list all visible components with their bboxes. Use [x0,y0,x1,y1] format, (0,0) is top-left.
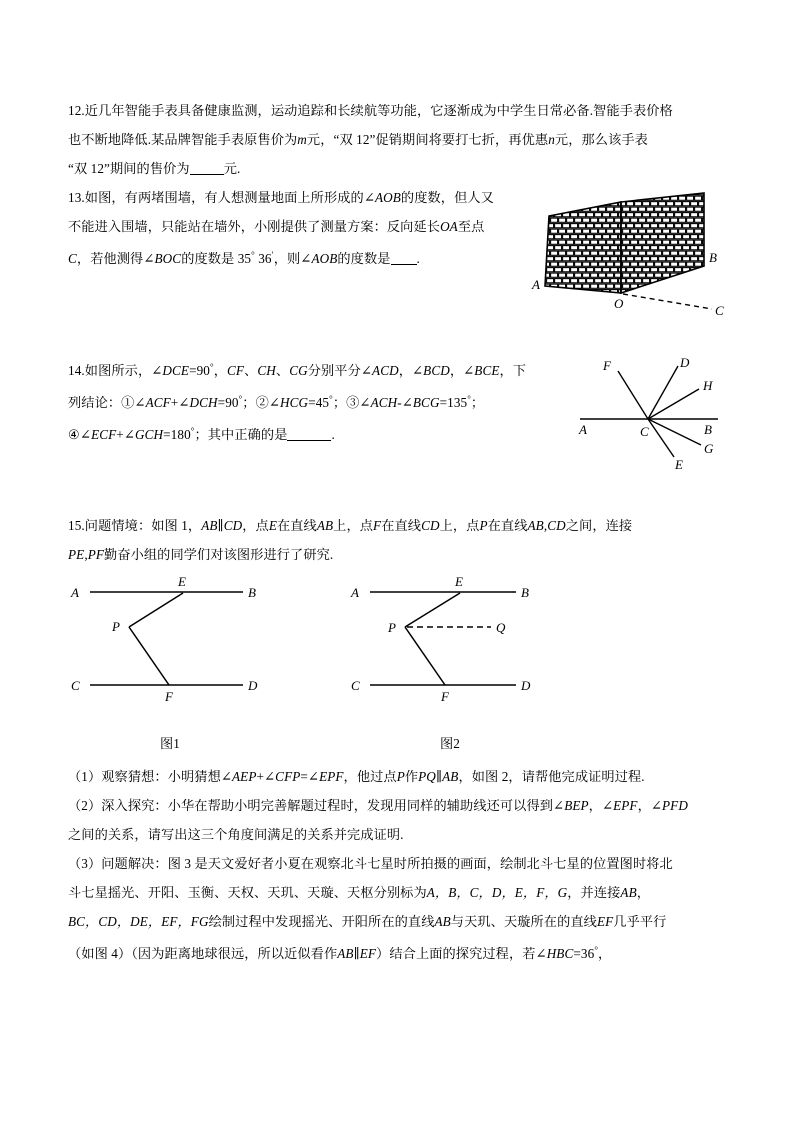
ray-ch [648,389,699,419]
q14-angle-hcg: HCG [280,395,309,410]
q14-line2-d: ；②∠ [242,395,281,410]
q12-var-n: n [548,132,555,147]
left-wall-panel [545,202,621,293]
fig2-label-E: E [455,574,463,589]
q14-ray-cg: CG [289,363,308,378]
right-wall-panel [621,193,704,293]
q14-angle-dch: DCH [189,395,218,410]
fig2-seg-pf [405,627,445,685]
q14-line1-f: 分别平分∠ [307,363,373,378]
q14-line2-a: 列结论：①∠ [68,395,146,410]
q12-line3-a: “双 12”期间的售价为 [68,161,190,176]
q14-deg-2: ° [238,394,243,404]
q13-line3-e: 的度数是 [337,251,391,266]
fig2-caption-num: 2 [453,736,460,751]
q14-line3-e: . [331,427,335,442]
q13-line3-b: 的度数是 35 [181,251,252,266]
q15-1-t3: =∠ [300,769,320,784]
q12-line1: 近几年智能手表具备健康监测，运动追踪和长续航等功能，它逐渐成为中学生日常必备.智能手表价格 [84,103,673,118]
fig1-label-A: A [71,585,79,600]
q15-2-line2: 之间的关系，请写出这三个角度间满足的关系并完成证明. [68,827,404,842]
q15-line1-i: 之间，连接 [565,518,633,533]
fig2-label-P: P [388,620,396,635]
fig2-label-F: F [441,689,449,704]
q15-3-line2-a: 斗七星摇光、开阳、玉衡、天权、天玑、天璇、天枢分别标为 [68,885,427,900]
q15-3-line4-a: （如图 4）（因为距离地球很远，所以近似看作 [68,946,338,961]
ray-cd [648,366,678,419]
q15-point-p: P [479,518,488,533]
q14-line1-g: ，∠ [398,363,424,378]
q15-1-t6: ，如图 2，请帮他完成证明过程. [458,769,645,784]
q15-1-t5: 作 [404,769,419,784]
q15-2-t2: ，∠ [588,798,614,813]
question-13 [68,183,538,273]
q14-line1-h: ，∠ [449,363,475,378]
q14-angle-ach: ACH [370,395,398,410]
question-14 [68,353,558,449]
figure-2-caption [440,733,460,752]
q14-line3-d: ；其中正确的是 [194,427,288,442]
q14-angle-bce: BCE [474,363,500,378]
q15-3-line3-c: 几乎平行 [613,914,667,929]
q15-line1-c: 在直线 [276,518,317,533]
rays-label-A: A [579,422,587,437]
q14-line2-h: =135 [439,395,468,410]
q14-angle-ecf: ECF [91,427,117,442]
figure-1-caption [160,733,180,752]
q14-deg-1: ° [210,362,214,372]
wall-label-A: A [532,277,540,292]
wall-label-O: O [614,296,624,311]
q13-angle-aob-1: AOB [374,190,401,205]
q15-1-t2: +∠ [256,769,276,784]
q15-1-angle-epf: EPF [319,769,344,784]
fig1-label-F: F [165,689,173,704]
q13-angle-boc: BOC [154,251,182,266]
q15-3-parallel: ∥ [353,946,360,961]
fig1-label-B: B [248,585,256,600]
q15-1-seg-ab: AB [442,769,459,784]
q12-line2-a: 也不断地降低.某品牌智能手表原售价为 [68,132,298,147]
q15-2-angle-epf: EPF [613,798,638,813]
q12-line2-c: 元，那么该手表 [554,132,648,147]
q15-ab-3: AB [527,518,544,533]
ray-cf [618,371,648,419]
fig2-seg-pe [405,593,460,627]
q14-angle-acf: ACF [145,395,171,410]
q15-3-star-letters-2: BC，CD，DE，EF，FG [68,914,209,929]
q15-line1-a: 问题情境：如图 1， [84,518,202,533]
q12-line2-b: 元，“双 12”促销期间将要打七折，再优惠 [306,132,549,147]
q14-line2-e: =45 [308,395,330,410]
q15-2-angle-bep: BEP [564,798,589,813]
figure-1 [68,575,298,705]
q15-3-label: （3）问题解决：图 3 是天文爱好者小夏在观察北斗七星时所拍摄的画面，绘制北斗七星的位置图时将北 [68,856,673,871]
rays-label-E: E [675,457,683,472]
rays-label-C: C [640,424,649,439]
q13-angle-aob-2: AOB [311,251,338,266]
q14-angle-acd: ACD [372,363,399,378]
q15-line1-b: ，点 [242,518,269,533]
fig2-label-A: A [351,585,359,600]
q15-line1-g: 在直线 [487,518,528,533]
q14-ray-cf: CF [227,363,245,378]
q15-line1-h: , [543,518,548,533]
q15-line2-a: , [84,547,88,562]
q15-1-point-p: P [396,769,405,784]
subquestion-15-1 [68,762,728,791]
ray-cg [648,419,701,445]
q15-cd-3: CD [547,518,566,533]
q14-angle-bcd: BCD [423,363,450,378]
q15-point-f: F [373,518,382,533]
q15-3-line4-d: ， [598,946,612,961]
q15-ab-1: AB [201,518,218,533]
q15-1-t4: ，他过点 [343,769,397,784]
q15-3-line3-b: 与天玑、天璇所在的直线 [450,914,597,929]
q15-cd-1: CD [223,518,243,533]
rays-label-B: B [704,422,712,437]
fig1-label-D: D [248,678,258,693]
q14-line1-d: 、 [244,363,258,378]
q15-3-ab-par: AB [337,946,354,961]
figure-rays [570,352,740,477]
fig1-seg-pe [129,593,183,627]
q12-var-m: m [297,132,307,147]
q14-line2-b: +∠ [170,395,190,410]
q14-line2-g: -∠ [397,395,413,410]
q13-seg-oa: OA [440,219,458,234]
fig2-label-Q: Q [496,620,506,635]
q15-2-t3: ，∠ [637,798,663,813]
fig1-caption-num: 1 [173,736,180,751]
q12-answer-blank[interactable] [190,174,224,175]
wall-label-C: C [715,303,724,318]
q15-3-line2-c: ， [636,885,651,900]
q14-line1-c: ， [213,363,228,378]
q15-3-angle-hbc: HBC [546,946,574,961]
q13-point-c: C [68,251,77,266]
q15-2-label: （2）深入探究：小华在帮助小明完善解题过程时，发现用同样的辅助线还可以得到∠ [68,798,565,813]
rays-label-G: G [704,441,714,456]
question-15 [68,511,728,569]
q14-deg-3: ° [329,394,333,404]
fig2-label-C: C [351,678,360,693]
q15-2-angle-pfd: PFD [662,798,688,813]
q14-line2-i: ； [470,395,485,410]
q15-3-line3-a: 绘制过程中发现摇光、开阳所在的直线 [208,914,435,929]
q14-line2-c: =90 [217,395,239,410]
q15-1-angle-aep: AEP [232,769,257,784]
rays-label-H: H [703,378,713,393]
q14-line2-f: ；③∠ [332,395,371,410]
q15-line1-f2: 上，点 [439,518,480,533]
q15-3-line-ef: EF [596,914,614,929]
q13-line1-b: 的度数，但人又 [400,190,494,205]
q15-3-seg-ab: AB [620,885,637,900]
fig1-label-E: E [178,574,186,589]
fig2-label-B: B [521,585,529,600]
q13-line3-a: ，若他测得∠ [76,251,155,266]
q13-line2-a: 不能进入围墙，只能站在墙外，小刚提供了测量方案：反向延长 [68,219,441,234]
q13-answer-blank[interactable] [391,264,417,265]
q12-line3-b: 元. [223,161,241,176]
q14-number: 14. [68,363,85,378]
q15-3-ef-par: EF [359,946,377,961]
q15-3-line2-b: ，并连接 [567,885,621,900]
question-12 [68,96,728,183]
fig1-seg-pf [129,627,169,685]
q13-line3-f: . [416,251,420,266]
rays-label-F: F [603,358,611,373]
q15-1-seg-pq: PQ [418,769,436,784]
q13-line3-d: ，则∠ [273,251,312,266]
q15-parallel-1: ∥ [217,518,224,533]
q14-deg-4: ° [467,394,471,404]
q15-3-line4-c: =36 [573,946,595,961]
figure-2 [348,575,578,705]
q14-angle-dce: DCE [162,363,190,378]
q14-deg-5: ° [190,426,195,436]
rays-label-D: D [680,355,690,370]
fig1-label-C: C [71,678,80,693]
q13-line2-b: 至点 [457,219,485,234]
q14-line3-c: =180 [163,427,191,442]
dashed-ray-oc [623,294,712,309]
q15-1-label: （1）观察猜想：小明猜想∠ [68,769,233,784]
q14-line1-i: ，下 [499,363,527,378]
q15-cd-2: CD [421,518,440,533]
q14-answer-blank[interactable] [287,440,331,441]
q15-point-e: E [268,518,277,533]
q15-seg-pf: PF [87,547,105,562]
q15-seg-pe: PE [68,547,85,562]
q14-angle-bcg: BCG [412,395,440,410]
figure-brick-wall [530,190,730,320]
q13-line3-c2: 36 [254,251,272,266]
q14-line1-a: 如图所示，∠ [84,363,163,378]
q14-line1-e: 、 [275,363,290,378]
fig1-caption-prefix: 图 [160,736,174,751]
q13-line1-a: 如图，有两堵围墙，有人想测量地面上所形成的∠ [84,190,375,205]
fig1-label-P: P [112,619,120,634]
q14-line1-b: =90 [189,363,211,378]
q13-number: 13. [68,190,85,205]
q14-angle-gch: GCH [134,427,164,442]
q15-line1-e2: 在直线 [381,518,422,533]
q14-line3-a: ④∠ [68,427,92,442]
q15-3-degree: ° [594,945,599,955]
q15-3-line-ab: AB [434,914,451,929]
q15-3-star-letters-1: A，B，C，D，E，F，G [426,885,568,900]
q15-line2-b: 勤奋小组的同学们对该图形进行了研究. [104,547,334,562]
fig2-label-D: D [521,678,531,693]
q12-number: 12. [68,103,85,118]
q13-prime: ′ [271,250,274,260]
q15-3-line4-b: ）结合上面的探究过程，若∠ [376,946,547,961]
subquestion-15-3 [68,849,728,968]
fig2-caption-prefix: 图 [440,736,454,751]
q15-ab-2: AB [316,518,334,533]
q14-ray-ch: CH [257,363,276,378]
q15-number: 15. [68,518,85,533]
q14-line3-b: +∠ [116,427,135,442]
q15-1-angle-cfp: CFP [275,769,301,784]
q15-1-parallel: ∥ [435,769,443,784]
q13-degree-1: ° [251,250,255,260]
wall-label-B: B [709,250,717,265]
subquestion-15-2 [68,791,728,849]
q15-line1-d: 上，点 [333,518,374,533]
